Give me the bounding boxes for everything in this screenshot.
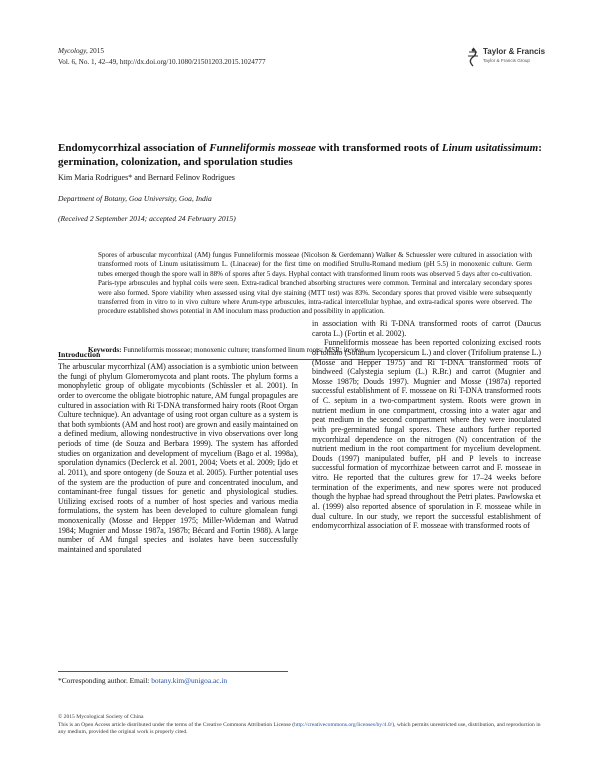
- publisher-subname: Taylor & Francis Group: [483, 58, 530, 63]
- received-dates: (Received 2 September 2014; accepted 24 February 2015): [58, 214, 236, 223]
- license-text: [58, 722, 542, 737]
- article-title: Endomycorrhizal association of Funneliformis mosseae with transformed roots of Linum usitatissimum: germination, colonization, and sporulation studies: [58, 142, 542, 168]
- journal-year: 2015: [89, 47, 104, 55]
- affiliation: Department of Botany, Goa University, Goa, India: [58, 194, 212, 203]
- keywords-label: Keywords:: [88, 346, 122, 354]
- journal-name: Mycology,: [58, 47, 88, 55]
- publisher-logo: [466, 46, 552, 70]
- copyright-block: [58, 714, 542, 737]
- abstract: Spores of arbuscular mycorrhizal (AM) fungus Funneliformis mosseae (Nicolson & Gerdemann) Walker & Schuessler were cultured in association with transformed roots of Linum usitatissimum L. (Linaceae) for the first time on modified Strullu-Romand medium (pH 5.5) in monoxenic culture. Germ tubes emerged though the spore wall in 88% of spores after 5 days. Hyphal contact with transformed linum roots was observed 5 days after co-cultivation. Paris-type arbuscules and hyphal coils were seen. Extra-radical branched absorbing structures were common. Terminal and intercalary secondary spores were also formed. Spore viability when assessed using vital dye staining (MTT test) was 83%. Secondary spores that proved visible were subsequently transferred from in vitro to in vivo culture where Arum-type arbuscules, intra-radical intercellular hyphae, and extra-radical spores were observed. The procedure established shows potential in AM inoculum mass production and possibility in application.: [98, 251, 532, 316]
- license-link[interactable]: http://creativecommons.org/licenses/by/4.0/: [294, 721, 393, 728]
- publisher-name: Taylor & Francis: [483, 47, 546, 56]
- authors: Kim Maria Rodrigues* and Bernard Felinov Rodrigues: [58, 173, 235, 182]
- body-left-column: [58, 362, 298, 555]
- keywords-list: Funneliformis mosseae; monoxenic culture; transformed linum roots; MSR; in vivo: [123, 346, 364, 354]
- right-paragraph-1: in association with Ri T-DNA transformed roots of carrot (Daucus carota L.) (Fortin et al. 2002).: [312, 319, 541, 338]
- intro-paragraph: The arbuscular mycorrhizal (AM) association is a symbiotic union between the fungi of phylum Glomeromycota and plant roots. The phylum forms a monophyletic group of obligate mycobionts (Schüssler et al. 2001). In order to overcome the obligate biotrophic nature, AM fungal propagules are cultured in association with Ri T-DNA transformed hairy roots (Root Organ Culture technique). An advantage of using root organ culture as a system is that both symbionts (AM and host root) are grown and easily maintained on a defined medium, allowing nondestructive in vivo observations over long periods of time (de Souza and Berbara 1999). The system has afforded studies on organization and development of mycelium (Bago et al. 1998a), sporulation dynamics (Declerck et al. 2001, 2004; Voets et al. 2009; Ijdo et al. 2011), and spore ontogeny (de Souza et al. 2005). Further potential uses of the system are the production of pure and concentrated inoculum, and contaminant-free fungal tissues for genetic and physiological studies. Utilizing excised roots of a number of host species and various media formulations, the system has been developed to culture glomalean fungi monoxenically (Mosse and Hepper 1975; Miller-Wideman and Watrud 1984; Mugnier and Mosse 1987a, 1987b; Bécard and Fortin 1988). A large number of AM fungal species and isolates have been successfully maintained and sporulated: [58, 362, 298, 554]
- corresponding-email-link[interactable]: botany.kim@unigoa.ac.in: [151, 676, 228, 685]
- right-paragraph-2: Funneliformis mosseae has been reported colonizing excised roots of tomato (Solanum lycopersicum L.) and clover (Trifolium pratense L.) (Mosse and Hepper 1975) and Ri T-DNA transformed roots of bindweed (Calystegia sepium (L.) R.Br.) and carrot (Mugnier and Mosse 1987b; Douds 1997). Mugnier and Mosse (1987a) reported successful establishment of F. mosseae on Ri T-DNA transformed roots of C. sepium in a two-compartment system. Roots were grown in nutrient medium in one compartment, crossing into a water agar and peat medium in the second compartment where they were inoculated with pre-germinated fungal spores. These authors further reported mycorrhizal dependence on the nitrogen (N) concentration of the nutrient medium in the root compartment for mycelium development. Douds (1997) manipulated buffer, pH and P levels to increase successful formation of mycorrhizae between carrot and F. mosseae in vitro. He reported that the cultures grew for 17–24 weeks before termination of the experiments, and new spores were not produced though the hyphae had spread throughout the Petri plates. Pawlowska et al. (1999) also reported absence of sporulation in F. mosseae while in dual culture. In our study, we report the successful establishment of endomycorrhizal association of F. mosseae with transformed roots of: [312, 338, 541, 531]
- introduction-heading: Introduction: [58, 350, 101, 359]
- body-right-column: [312, 319, 541, 531]
- copyright-line: © 2015 Mycological Society of China: [58, 714, 144, 720]
- journal-header: [58, 46, 266, 67]
- footnote: [58, 676, 227, 685]
- publisher-logo-icon: [466, 47, 480, 67]
- footnote-label: *Corresponding author. Email:: [58, 676, 150, 685]
- volume-doi-line[interactable]: Vol. 6, No. 1, 42–49, http://dx.doi.org/10.1080/21501203.2015.1024777: [58, 57, 266, 66]
- license-text-a: This is an Open Access article distributed under the terms of the Creative Commons Attribution License (: [58, 721, 295, 728]
- license-text-b: ), which permits unrestricted use, distribution, and reproduction in any medium, provided the original work is properly cited.: [58, 721, 541, 736]
- footnote-divider: [58, 671, 288, 672]
